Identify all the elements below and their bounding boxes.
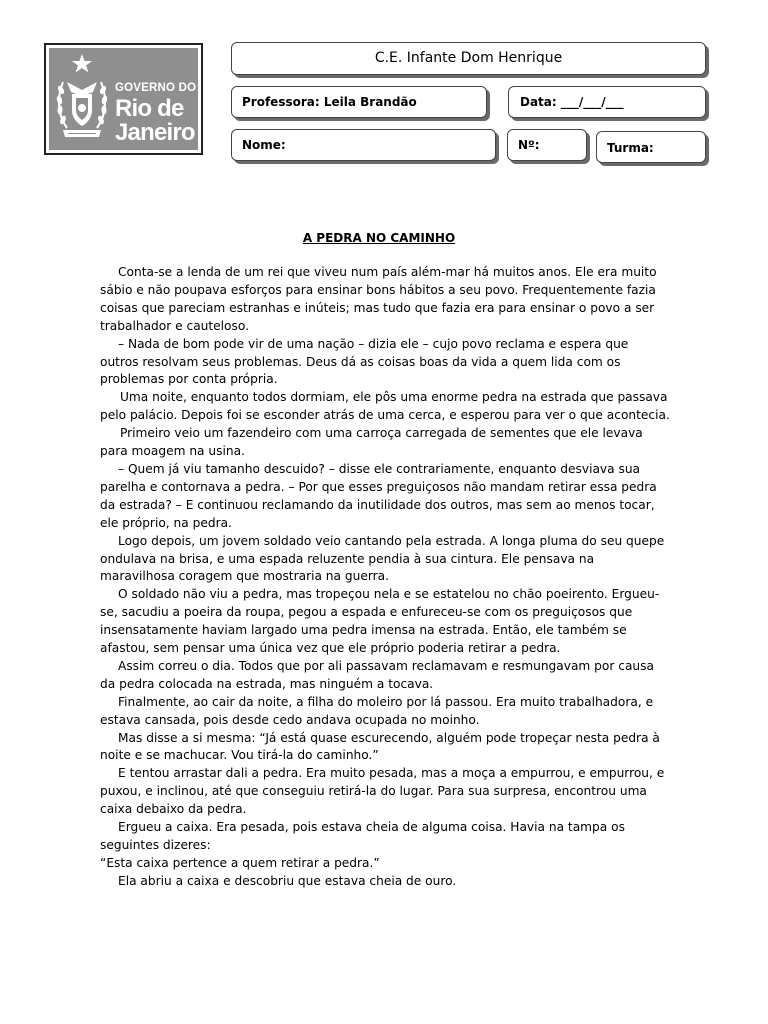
story-paragraph: Ela abriu a caixa e descobriu que estava cheia de ouro. <box>118 873 457 888</box>
logo-background <box>49 48 198 150</box>
story-title: A PEDRA NO CAMINHO <box>302 231 456 245</box>
class-field[interactable]: Turma: <box>596 131 706 163</box>
coat-of-arms-icon <box>53 52 111 146</box>
story-paragraph: Conta-se a lenda de um rei que viveu num país além-mar há muitos anos. Ele era muito sábio e não poupava esforços para ensinar bons hábitos a seu povo. Frequentemente fazia coisas que pareciam estranhas e inúteis; mas tudo que fazia era para ensinar o povo a ser trabalhador e cauteloso. <box>100 265 657 333</box>
story-body <box>100 264 670 891</box>
story-paragraph: Logo depois, um jovem soldado veio cantando pela estrada. A longa pluma do seu quepe ondulava na brisa, e uma espada reluzente pendia à sua cintura. Ele pensava na maravilhosa coragem que mostraria na guerra. <box>100 533 665 584</box>
logo-line-2: Rio de <box>115 94 184 122</box>
name-field[interactable]: Nome: <box>231 129 496 161</box>
box-inscription: “Esta caixa pertence a quem retirar a pedra.” <box>100 855 380 870</box>
logo-wordmark <box>115 83 196 145</box>
story-paragraph: Mas disse a si mesma: “Já está quase escurecendo, alguém pode tropeçar nesta pedra à noite e se machucar. Vou tirá-la do caminho.” <box>100 730 660 763</box>
story-paragraph: Finalmente, ao cair da noite, a filha do moleiro por lá passou. Era muito trabalhadora, e estava cansada, pois desde cedo andava ocupada no moinho. <box>100 694 654 727</box>
story-paragraph: – Nada de bom pode vir de uma nação – dizia ele – cujo povo reclama e espera que outros resolvam seus problemas. Deus dá as coisas boas da vida a quem lida com os problemas por conta própria. <box>100 336 629 387</box>
story-paragraph: – Quem já viu tamanho descuido? – disse ele contrariamente, enquanto desviava sua parelha e contornava a pedra. – Por que esses preguiçosos não mandam retirar essa pedra da estrada? – E continuou reclamando da inutilidade dos outros, mas sem ao menos tocar, ele próprio, na pedra. <box>100 461 657 530</box>
professor-field: Professora: Leila Brandão <box>231 86 487 118</box>
school-name-box: C.E. Infante Dom Henrique <box>231 42 706 75</box>
government-logo <box>44 43 203 155</box>
story-paragraph: Primeiro veio um fazendeiro com uma carroça carregada de sementes que ele levava para moagem na usina. <box>100 426 643 459</box>
story-paragraph: Assim correu o dia. Todos que por ali passavam reclamavam e resmungavam por causa da pedra colocada na estrada, mas ninguém a tocava. <box>100 658 654 691</box>
logo-line-3: Janeiro <box>115 118 195 146</box>
logo-line-1: GOVERNO DO <box>115 82 197 94</box>
story-paragraph: Uma noite, enquanto todos dormiam, ele pôs uma enorme pedra na estrada que passava pelo palácio. Depois foi se esconder atrás de uma cerca, e esperou para ver o que acontecia. <box>100 390 670 423</box>
story-paragraph: O soldado não viu a pedra, mas tropeçou nela e se estatelou no chão poeirento. Ergueu-se, sacudiu a poeira da roupa, pegou a espada e enfureceu-se com os preguiçosos que insensatamente haviam largado uma pedra imensa na estrada. Então, ele também se afastou, sem pensar uma única vez que ele próprio poderia retirar a pedra. <box>100 587 660 656</box>
story-paragraph: Ergueu a caixa. Era pesada, pois estava cheia de alguma coisa. Havia na tampa os seguintes dizeres: <box>100 820 625 852</box>
date-field[interactable]: Data: ___/___/___ <box>508 86 706 118</box>
story-paragraph: E tentou arrastar dali a pedra. Era muito pesada, mas a moça a empurrou, e empurrou, e puxou, e inclinou, até que conseguiu retirá-la do lugar. Para sua surpresa, encontrou uma caixa debaixo da pedra. <box>100 766 665 817</box>
number-field[interactable]: Nº: <box>507 129 587 161</box>
